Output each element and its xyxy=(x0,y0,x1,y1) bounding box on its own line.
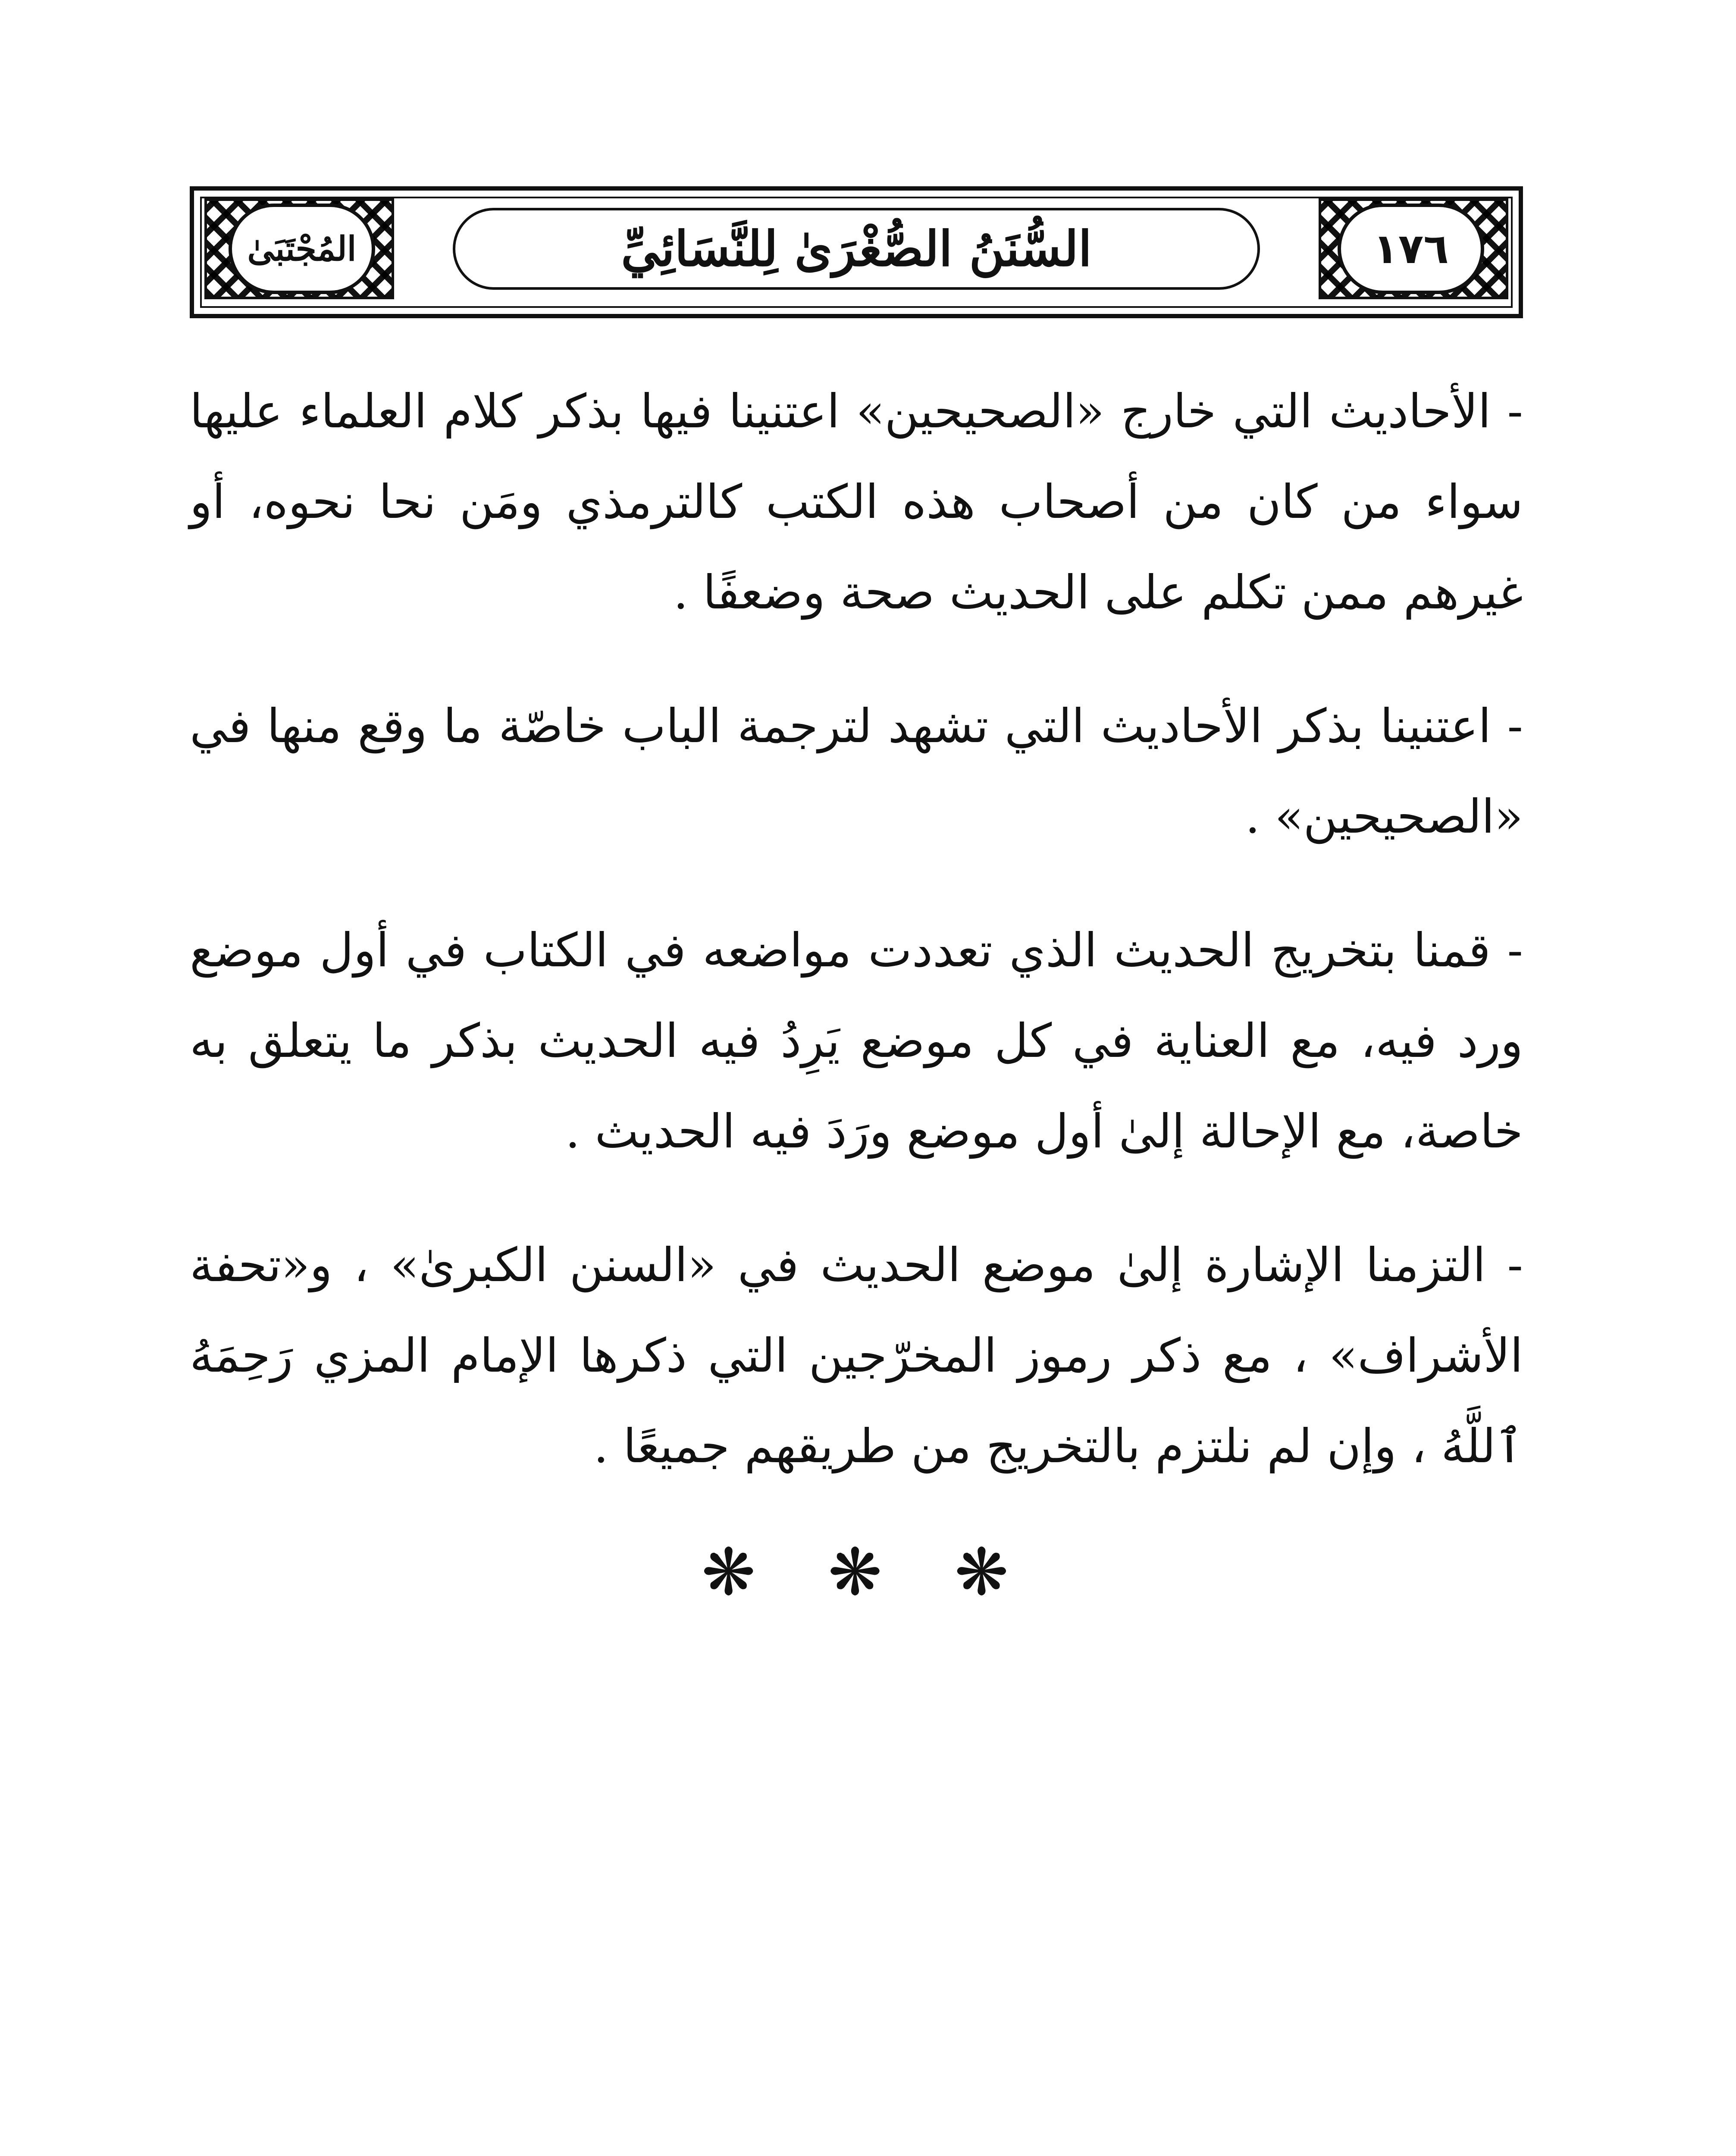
page-header xyxy=(190,186,1523,318)
book-title: السُّنَنُ الصُّغْرَىٰ لِلنَّسَائِيِّ xyxy=(621,220,1092,277)
paragraph-1: - الأحاديث التي خارج «الصحيحين» اعتنينا فيها بذكر كلام العلماء عليها سواء من كان من أصحاب هذه الكتب كالترمذي ومَن نحا نحوه، أو غيرهم ممن تكلم على الحديث صحة وضعفًا . xyxy=(190,385,1523,620)
paragraph-3: - قمنا بتخريج الحديث الذي تعددت مواضعه في الكتاب في أول موضع ورد فيه، مع العناية في كل موضع يَرِدُ فيه الحديث بذكر ما يتعلق به خاصة، مع الإحالة إلىٰ أول موضع ورَدَ فيه الحديث . xyxy=(190,924,1523,1159)
section-separator: ❋ ❋ ❋ xyxy=(701,1535,1035,1610)
book-badge-cartouche xyxy=(229,204,375,294)
page-number: ١٧٦ xyxy=(1373,225,1449,273)
paragraph-4: - التزمنا الإشارة إلىٰ موضع الحديث في «السنن الكبرىٰ» ، و«تحفة الأشراف» ، مع ذكر رموز المخرّجين التي ذكرها الإمام المزي رَحِمَهُ ٱللَّهُ ، وإن لم نلتزم بالتخريج من طريقهم جميعًا . xyxy=(190,1238,1523,1473)
paragraph-2: - اعتنينا بذكر الأحاديث التي تشهد لترجمة الباب خاصّة ما وقع منها في «الصحيحين» . xyxy=(190,699,1523,844)
page-number-cartouche xyxy=(1338,204,1484,294)
page-body xyxy=(190,367,1523,1535)
book-badge: المُجْتَبَىٰ xyxy=(247,229,357,269)
title-panel xyxy=(453,208,1260,290)
